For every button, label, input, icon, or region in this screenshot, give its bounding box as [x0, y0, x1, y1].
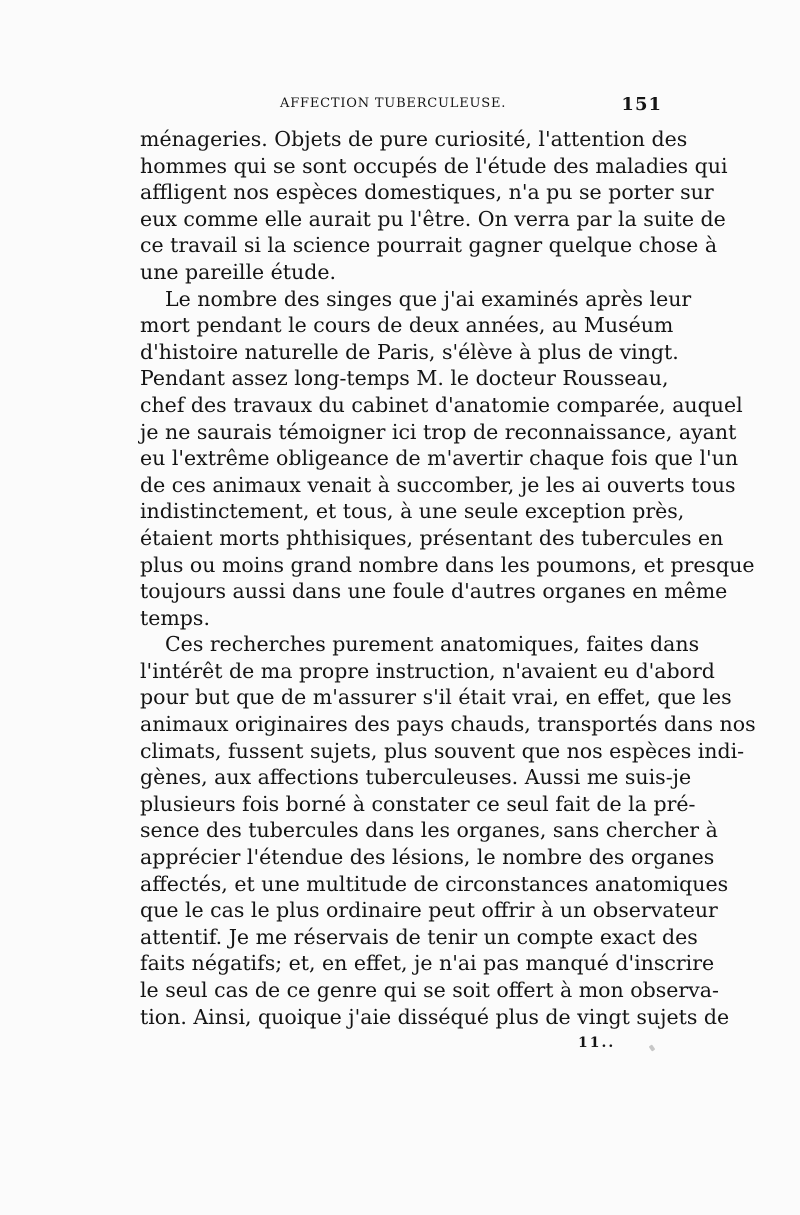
text-line: étaient morts phthisiques, présentant des tubercules en	[140, 525, 724, 550]
text-line: indistinctement, et tous, à une seule exception près,	[140, 499, 685, 524]
paragraph-start-line: Le nombre des singes que j'ai examinés après leur	[165, 286, 692, 311]
text-line: une pareille étude.	[140, 259, 336, 284]
text-line: eux comme elle aurait pu l'être. On verra par la suite de	[140, 206, 726, 231]
page-number: 151	[621, 94, 662, 115]
text-line: d'histoire naturelle de Paris, s'élève à plus de vingt.	[140, 339, 679, 364]
text-line: attentif. Je me réservais de tenir un compte exact des	[140, 924, 698, 949]
text-line: gènes, aux affections tuberculeuses. Aussi me suis-je	[140, 765, 692, 790]
running-title: AFFECTION TUBERCULEUSE.	[280, 96, 507, 111]
text-line: pour but que de m'assurer s'il était vrai, en effet, que les	[140, 685, 732, 710]
text-line: sence des tubercules dans les organes, sans chercher à	[140, 818, 718, 843]
text-line: climats, fussent sujets, plus souvent que nos espèces indi-	[140, 738, 745, 763]
text-line: ce travail si la science pourrait gagner quelque chose à	[140, 233, 718, 258]
text-line: plus ou moins grand nombre dans les poumons, et presque	[140, 552, 755, 577]
text-line: de ces animaux venait à succomber, je les ai ouverts tous	[140, 472, 736, 497]
signature-mark: 11..	[578, 1035, 616, 1051]
text-line: ménageries. Objets de pure curiosité, l'attention des	[140, 127, 688, 151]
text-line: hommes qui se sont occupés de l'étude des maladies qui	[140, 153, 728, 178]
paragraph-start-line: Ces recherches purement anatomiques, faites dans	[165, 632, 700, 657]
text-line: chef des travaux du cabinet d'anatomie comparée, auquel	[140, 392, 743, 417]
text-line: affligent nos espèces domestiques, n'a pu se porter sur	[140, 180, 714, 205]
text-line: temps.	[140, 605, 210, 630]
text-line: apprécier l'étendue des lésions, le nombre des organes	[140, 845, 715, 870]
text-line: le seul cas de ce genre qui se soit offert à mon observa-	[140, 978, 719, 1002]
text-line: affectés, et une multitude de circonstances anatomiques	[140, 871, 729, 896]
text-line: que le cas le plus ordinaire peut offrir à un observateur	[140, 898, 718, 923]
text-line: mort pendant le cours de deux années, au Muséum	[140, 313, 674, 338]
text-line: je ne saurais témoigner ici trop de reconnaissance, ayant	[140, 419, 737, 444]
body-text	[140, 126, 756, 1029]
text-line: faits négatifs; et, en effet, je n'ai pas manqué d'inscrire	[140, 951, 715, 976]
text-line: toujours aussi dans une foule d'autres organes en même	[140, 579, 728, 604]
text-line: eu l'extrême obligeance de m'avertir chaque fois que l'un	[140, 446, 739, 471]
text-line: animaux originaires des pays chauds, transportés dans nos	[140, 712, 756, 737]
text-line: tion. Ainsi, quoique j'aie disséqué plus de vingt sujets de	[140, 1004, 730, 1029]
text-line: l'intérêt de ma propre instruction, n'avaient eu d'abord	[140, 658, 715, 683]
text-line: plusieurs fois borné à constater ce seul fait de la pré-	[140, 791, 696, 816]
running-head	[140, 94, 662, 118]
paper-speck	[649, 1044, 656, 1051]
text-line: Pendant assez long-temps M. le docteur Rousseau,	[140, 366, 669, 391]
